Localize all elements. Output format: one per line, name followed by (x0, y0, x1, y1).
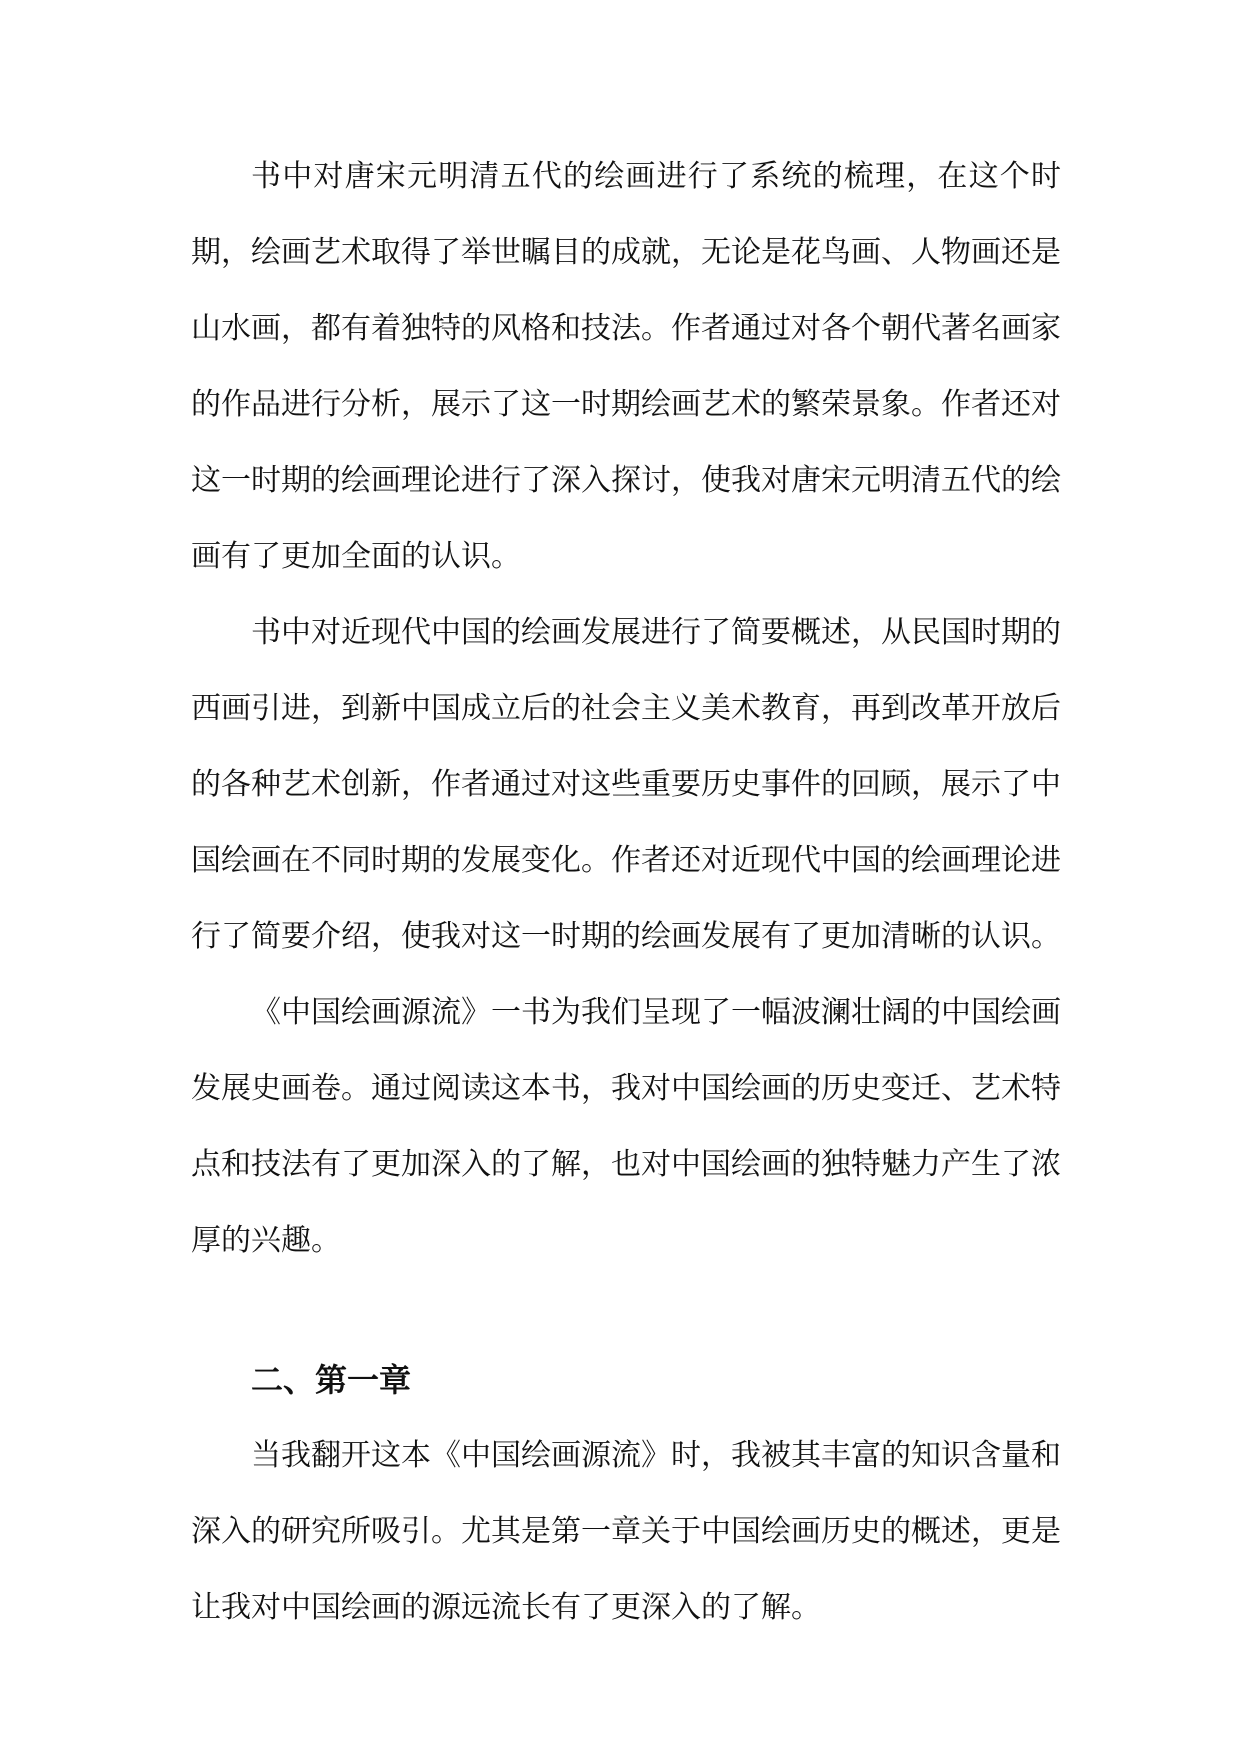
paragraph-tang-song-painting: 书中对唐宋元明清五代的绘画进行了系统的梳理，在这个时期，绘画艺术取得了举世瞩目的成就，无论是花鸟画、人物画还是山水画，都有着独特的风格和技法。作者通过对各个朝代著名画家的作品进行分析，展示了这一时期绘画艺术的繁荣景象。作者还对这一时期的绘画理论进行了深入探讨，使我对唐宋元明清五代的绘画有了更加全面的认识。 (191, 159, 1061, 574)
paragraph-modern-painting: 书中对近现代中国的绘画发展进行了简要概述，从民国时期的西画引进，到新中国成立后的社会主义美术教育，再到改革开放后的各种艺术创新，作者通过对这些重要历史事件的回顾，展示了中国绘画在不同时期的发展变化。作者还对近现代中国的绘画理论进行了简要介绍，使我对这一时期的绘画发展有了更加清晰的认识。 (191, 615, 1061, 954)
paragraph-book-summary: 《中国绘画源流》一书为我们呈现了一幅波澜壮阔的中国绘画发展史画卷。通过阅读这本书，我对中国绘画的历史变迁、艺术特点和技法有了更加深入的了解，也对中国绘画的独特魅力产生了浓厚的兴趣。 (191, 995, 1061, 1258)
document-body (191, 139, 1061, 1646)
paragraph-chapter-one-intro: 当我翻开这本《中国绘画源流》时，我被其丰富的知识含量和深入的研究所吸引。尤其是第一章关于中国绘画历史的概述，更是让我对中国绘画的源远流长有了更深入的了解。 (191, 1438, 1061, 1625)
section-heading-chapter-one: 二、第一章 (251, 1361, 412, 1399)
